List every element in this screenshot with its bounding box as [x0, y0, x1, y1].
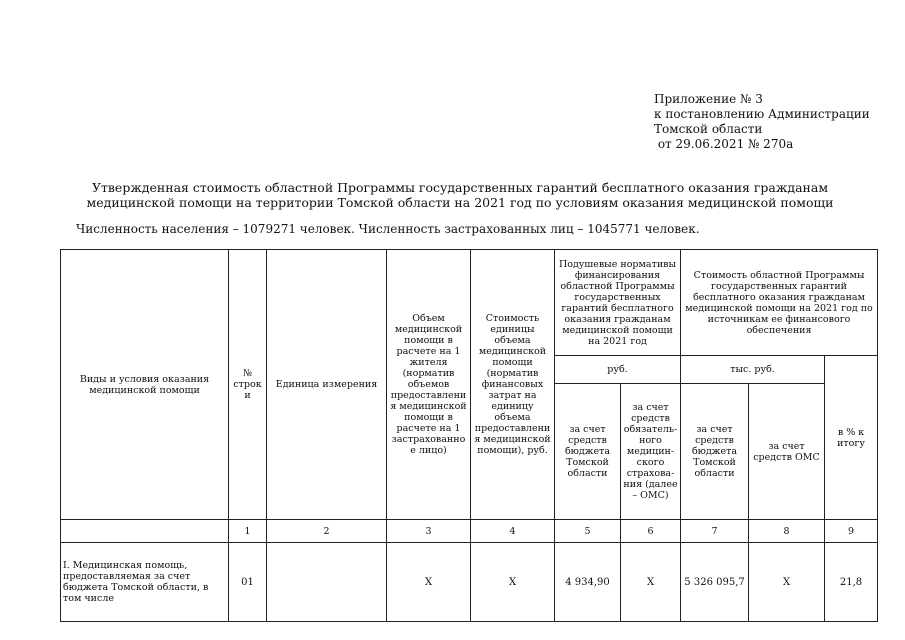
- row-unit: [267, 543, 387, 622]
- row-volume: X: [387, 543, 471, 622]
- row-percent: 21,8: [825, 543, 878, 622]
- header-rub: руб.: [555, 356, 681, 384]
- header-types: Виды и условия оказания медицинской помощи: [61, 250, 229, 520]
- column-number: 7: [681, 520, 749, 543]
- header-cost: Стоимость единицы объема медицинской помощи (норматив финансовых затрат на единицу объема предоставления медицинской помощи), руб.: [471, 250, 555, 520]
- header-percent: в % к итогу: [825, 356, 878, 520]
- header-volume: Объем медицинской помощи в расчете на 1 жителя (норматив объемов предоставления медицинской помощи в расчете на 1 застрахованное лицо): [387, 250, 471, 520]
- appendix-line: к постановлению Администрации: [654, 107, 870, 121]
- column-number: 8: [749, 520, 825, 543]
- header-row-no: № строки: [229, 250, 267, 520]
- document-title: [60, 180, 860, 210]
- header-budget-thous: за счет средств бюджета Томской области: [681, 384, 749, 520]
- appendix-line: Томской области: [654, 122, 763, 136]
- row-cost-budget: 5 326 095,7: [681, 543, 749, 622]
- table-row: [61, 543, 878, 622]
- appendix-line: от 29.06.2021 № 270а: [654, 137, 794, 151]
- column-number: 1: [229, 520, 267, 543]
- column-number: [61, 520, 229, 543]
- population-text: Численность населения – 1079271 человек. Численность застрахованных лиц – 1045771 человек.: [76, 222, 700, 236]
- header-program-cost: Стоимость областной Программы государственных гарантий бесплатного оказания гражданам медицинской помощи на 2021 год по источникам ее финансового обеспечения: [681, 250, 878, 356]
- title-line: медицинской помощи на территории Томской области на 2021 год по условиям оказания медицинской помощи: [86, 195, 834, 210]
- header-unit: Единица измерения: [267, 250, 387, 520]
- column-number: 9: [825, 520, 878, 543]
- cost-table: [60, 249, 878, 622]
- header-per-capita: Подушевые нормативы финансирования областной Программы государственных гарантий бесплатного оказания гражданам медицинской помощи на 2021 год: [555, 250, 681, 356]
- row-cost-oms: X: [749, 543, 825, 622]
- header-oms: за счет средств обязатель-ного медицин-ского страхова-ния (далее – ОМС): [621, 384, 681, 520]
- header-thous-rub: тыс. руб.: [681, 356, 825, 384]
- column-number: 5: [555, 520, 621, 543]
- appendix-block: [654, 92, 870, 152]
- row-cost: X: [471, 543, 555, 622]
- title-line: Утвержденная стоимость областной Программы государственных гарантий бесплатного оказания гражданам: [91, 180, 829, 195]
- header-oms-thous: за счет средств ОМС: [749, 384, 825, 520]
- row-number: 01: [229, 543, 267, 622]
- header-budget: за счет средств бюджета Томской области: [555, 384, 621, 520]
- column-number: 2: [267, 520, 387, 543]
- column-number: 4: [471, 520, 555, 543]
- row-name: I. Медицинская помощь, предоставляемая за счет бюджета Томской области, в том числе: [61, 543, 229, 622]
- column-number-row: [61, 520, 878, 543]
- column-number: 6: [621, 520, 681, 543]
- column-number: 3: [387, 520, 471, 543]
- row-per-capita-budget: 4 934,90: [555, 543, 621, 622]
- appendix-line: Приложение № 3: [654, 92, 763, 106]
- row-per-capita-oms: X: [621, 543, 681, 622]
